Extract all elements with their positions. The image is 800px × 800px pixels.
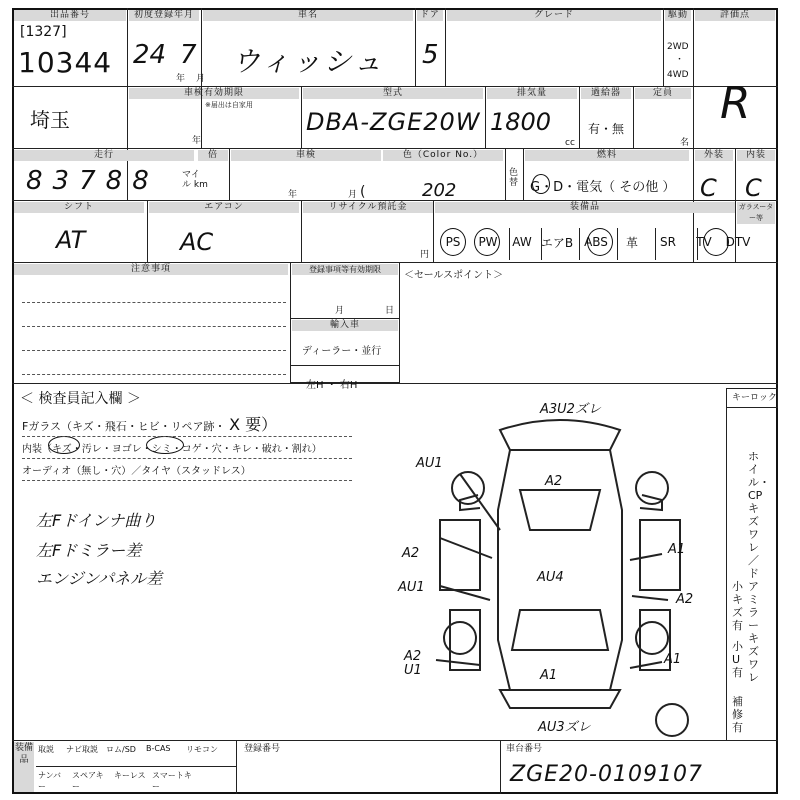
spare-wheel xyxy=(656,704,688,736)
unit-month-5: 月 xyxy=(335,306,345,316)
circle-tv xyxy=(703,228,729,256)
unit-year-3: 年 xyxy=(288,190,298,200)
equip-abs: ABS xyxy=(584,235,608,249)
unit-day: 日 xyxy=(385,306,395,316)
label-color-change: 色替 xyxy=(509,168,519,188)
color-code: 202 xyxy=(422,180,457,201)
drive-2wd: 2WD xyxy=(667,42,689,52)
doors: 5 xyxy=(422,40,439,70)
rear-window xyxy=(512,610,608,650)
label-exhibit: 出品番号 xyxy=(14,10,126,21)
label-notes: 注意事項 xyxy=(14,264,288,275)
footer-item: ロム/SD xyxy=(106,745,136,754)
model-code: DBA-ZGE20W xyxy=(306,108,481,136)
label-inspection-expiry: 車検有効期限 xyxy=(129,88,299,99)
mileage-digit: 3 xyxy=(52,166,70,196)
equip-pw: PW xyxy=(478,235,498,249)
region: 埼玉 xyxy=(30,108,70,132)
label-ac: エアコン xyxy=(149,202,299,213)
label-keiji: ガラスーター等 xyxy=(738,203,774,222)
label-interior: 内装 xyxy=(737,150,775,161)
label-recycle: リサイクル預託金 xyxy=(303,202,433,213)
equip-airbag: エアB xyxy=(540,235,574,250)
mark-bottom: AU3ズレ xyxy=(538,720,591,735)
label-reg-number: 登録番号 xyxy=(244,744,281,754)
label-grade: グレード xyxy=(447,10,661,21)
unit-month: 月 xyxy=(196,74,206,84)
legend-vertical: ホイル・CPキズ ワレ／ドアミラーキズ ワレ xyxy=(748,450,770,684)
mileage-unit: マイル km xyxy=(182,170,208,190)
label-transmission: シフト xyxy=(14,202,144,213)
interior-circle-1 xyxy=(48,436,80,454)
mileage-digit: 8 xyxy=(26,166,43,196)
mark-right-mid: A1 xyxy=(668,542,686,557)
reg-year: 24 xyxy=(133,40,167,70)
label-model-code: 型式 xyxy=(303,88,483,99)
equip-tv: TV xyxy=(696,235,712,249)
wheel-fr xyxy=(636,472,668,504)
mileage-digit: 7 xyxy=(79,166,96,196)
wheel-rl xyxy=(444,622,476,654)
mark-left-front: AU1 xyxy=(416,456,443,471)
mark-right-tail: A1 xyxy=(664,652,682,667)
interior-line: 内装（キズ・汚レ・ヨゴレ・シミ・コゲ・穴・キレ・破れ・割れ） xyxy=(22,444,322,455)
footer-item: スペアキー xyxy=(72,771,104,791)
left-door xyxy=(440,520,480,590)
mileage-digit: 8 xyxy=(105,166,123,196)
drive-4wd: 4WD xyxy=(667,70,689,80)
footer-item: リモコン xyxy=(186,745,218,754)
label-multiplier: 倍 xyxy=(198,150,228,161)
transmission: AT xyxy=(56,226,86,254)
mileage-digits xyxy=(26,166,176,194)
footer-item: スマートキー xyxy=(152,771,192,791)
label-capacity: 定員 xyxy=(635,88,691,99)
label-first-reg: 初度登録年月 xyxy=(129,10,199,21)
audio-line: オーディオ（無し・穴）／タイヤ（スタッドレス） xyxy=(22,466,251,477)
mark-left-rear: A2 U1 xyxy=(404,649,422,678)
fuel-selected-circle xyxy=(532,174,550,194)
model-name: ウィッシュ xyxy=(232,45,385,78)
label-import: 輸入車 xyxy=(292,320,398,331)
mark-rear-center: A1 xyxy=(540,668,558,683)
reg-month: 7 xyxy=(180,40,197,70)
equip-aw: AW xyxy=(512,235,532,249)
footer-item: ナンバー xyxy=(38,771,62,791)
mark-right-rear: A2 xyxy=(676,592,694,607)
label-turbo: 過給器 xyxy=(581,88,631,99)
score: R xyxy=(720,78,751,129)
lot-tag: [1327] xyxy=(20,24,67,40)
note-2: 左Fドミラー差 xyxy=(36,541,142,560)
glass-x: X 要） xyxy=(229,415,278,434)
paren: ( xyxy=(360,184,366,200)
label-mileage: 走行 xyxy=(14,150,194,161)
mark-top: A3U2ズレ xyxy=(540,402,601,417)
legend-small-2: 小U有 xyxy=(732,640,743,679)
label-score: 評価点 xyxy=(695,10,775,21)
label-sales-point: ＜セールスポイント＞ xyxy=(404,270,504,281)
unit-yen: 円 xyxy=(420,250,430,260)
fuel-options: G・D・電気（ その他 ） xyxy=(530,180,676,195)
front-bumper xyxy=(500,420,620,450)
circle-ps xyxy=(440,228,466,256)
unit-month-3: 月 xyxy=(348,190,358,200)
label-fuel: 燃料 xyxy=(525,150,689,161)
equip-ps: PS xyxy=(445,235,461,249)
equip-leather: 革 xyxy=(625,235,638,250)
interior: C xyxy=(745,174,762,202)
lot-number: 10344 xyxy=(18,46,113,79)
equip-sr: SR xyxy=(660,235,676,249)
footer-item: 取説 xyxy=(38,745,54,754)
label-key-lock: キーロック xyxy=(732,393,777,403)
import-dealer: ディーラー・並行 xyxy=(302,346,382,357)
steering: 左H ・ 右H xyxy=(306,380,358,391)
ac: AC xyxy=(180,228,214,256)
mark-left-mid2: AU1 xyxy=(398,580,425,595)
mark-left-mid: A2 xyxy=(402,546,420,561)
mark-hood: AU4 xyxy=(537,570,564,585)
rear-bumper xyxy=(500,690,620,708)
label-chassis: 車台番号 xyxy=(506,744,543,754)
footer-row2 xyxy=(38,770,192,792)
label-exterior: 外装 xyxy=(695,150,733,161)
note-1: 左Fドインナ曲り xyxy=(36,511,157,530)
label-drive: 駆動 xyxy=(665,10,691,21)
label-doors: ドア xyxy=(417,10,443,21)
inspector-title: ＜ 検査員記入欄 ＞ xyxy=(20,391,141,407)
label-equipment: 装備品 xyxy=(435,202,735,213)
label-reg-expiry: 登録事項等有効期限 xyxy=(292,264,398,275)
mileage-digit: 8 xyxy=(132,166,149,196)
circle-abs xyxy=(587,228,613,256)
mark-roof: A2 xyxy=(545,474,563,489)
footer-row1 xyxy=(38,744,222,755)
unit-year: 年 xyxy=(176,74,186,84)
glass-text: Fガラス（キズ・飛石・ヒビ・リペア跡・ xyxy=(22,420,226,433)
car-diagram xyxy=(400,390,730,740)
windshield xyxy=(520,490,600,530)
label-self-reg: ※届出は自家用 xyxy=(205,101,253,109)
interior-circle-2 xyxy=(146,436,184,454)
legend-small-1: 小キズ有 xyxy=(732,580,743,632)
footer-item: キーレス xyxy=(114,771,146,780)
legend-small-3: 補修有 xyxy=(732,695,743,734)
turbo-value: 有・無 xyxy=(588,122,625,136)
footer-item: ナビ取説 xyxy=(66,745,98,754)
label-model-name: 車名 xyxy=(203,10,413,21)
chassis-number: ZGE20-0109107 xyxy=(510,762,703,787)
equip-dtv: DTV xyxy=(725,235,751,249)
exterior: C xyxy=(700,174,717,202)
footer-item: B-CAS xyxy=(146,744,171,753)
drive-dot: ・ xyxy=(675,55,685,65)
unit-year-2: 年 xyxy=(192,136,202,146)
displacement: 1800 xyxy=(490,108,552,136)
label-footer-equipment: 装備品 xyxy=(14,742,34,792)
label-displacement: 排気量 xyxy=(487,88,577,99)
label-color: 色（Color No.） xyxy=(383,150,503,161)
unit-people: 名 xyxy=(680,138,690,148)
unit-cc: cc xyxy=(565,138,575,148)
circle-pw xyxy=(474,228,500,256)
note-3: エンジンパネル差 xyxy=(36,569,163,588)
label-inspection: 車検 xyxy=(231,150,381,161)
glass-line xyxy=(22,412,277,435)
